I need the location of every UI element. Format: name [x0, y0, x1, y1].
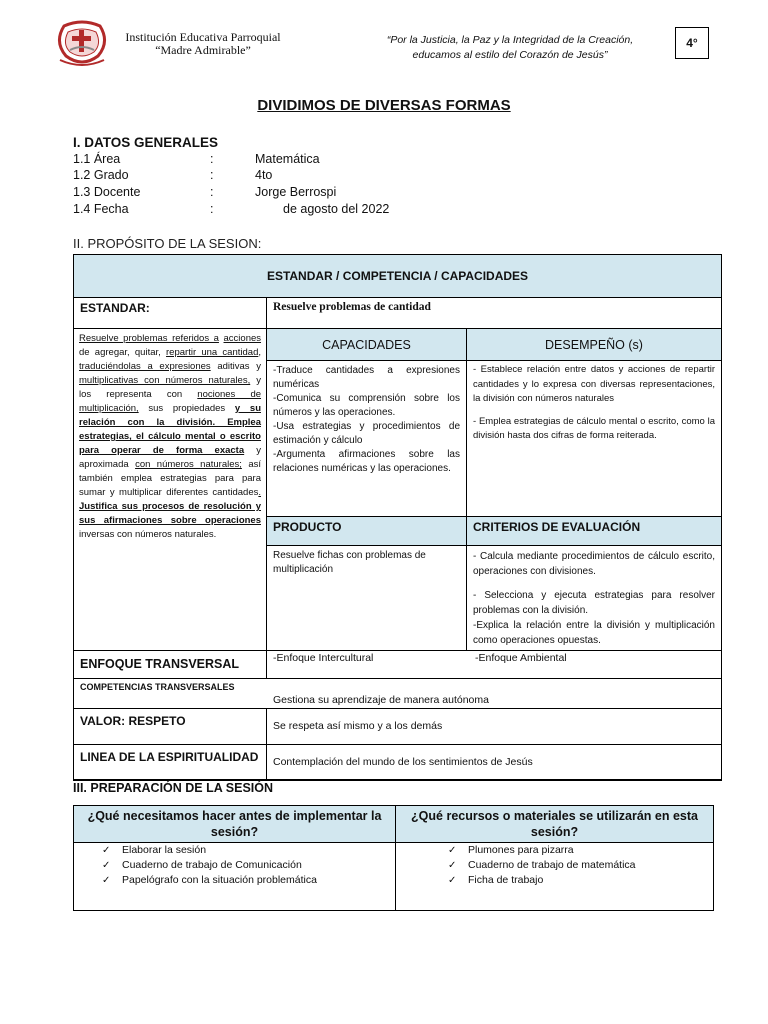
linea-value: Contemplación del mundo de los sentimientos de Jesús: [266, 744, 722, 781]
std-text-part: y aproximada: [79, 445, 261, 470]
school-motto: [330, 33, 690, 63]
desempeno-list: [466, 360, 722, 517]
list-item: [96, 843, 395, 858]
school-name: [108, 31, 298, 57]
datos-value: de agosto del 2022: [283, 202, 390, 216]
estandar-description: [73, 328, 267, 651]
list-item: [442, 858, 713, 873]
desempeno-header: DESEMPEÑO (s): [466, 328, 722, 361]
list-item: [96, 873, 395, 888]
valor-label: VALOR: RESPETO: [73, 708, 267, 745]
datos-sep: :: [210, 168, 214, 182]
std-text-part: acciones: [223, 333, 262, 344]
grade-box: 4°: [675, 27, 709, 59]
std-text-part: Justifica sus procesos de resolución y sus afirmaciones sobre operaciones: [79, 501, 261, 526]
datos-sep: :: [210, 152, 214, 166]
table-header: ESTANDAR / COMPETENCIA / CAPACIDADES: [73, 254, 722, 298]
school-crest-icon: [52, 20, 112, 68]
check-mark-icon: ✓: [448, 875, 457, 886]
criterio-item: - Selecciona y ejecuta estrategias para resolver problemas con la división.: [473, 590, 715, 616]
criterio-item: - Calcula mediante procedimientos de cálculo escrito, operaciones con divisiones.: [473, 551, 715, 577]
valor-value: Se respeta así mismo y a los demás: [266, 708, 722, 745]
enfoque-values: [266, 650, 722, 679]
competencias-value: Gestiona su aprendizaje de manera autónoma: [273, 694, 489, 706]
capacidad-item: -Traduce cantidades a expresiones numéricas: [273, 365, 460, 390]
preparacion-col1-list: [73, 842, 396, 911]
check-mark-icon: ✓: [448, 845, 457, 856]
list-item: [442, 843, 713, 858]
list-item-text: Ficha de trabajo: [468, 874, 544, 886]
std-text-part: inversas con números naturales.: [79, 529, 217, 540]
list-item-text: Cuaderno de trabajo de matemática: [468, 859, 636, 871]
competencias-label: COMPETENCIAS TRANSVERSALES: [80, 682, 235, 692]
std-text-part: de agregar, quitar,: [79, 347, 167, 358]
competencia-value: Resuelve problemas de cantidad: [266, 297, 722, 329]
motto-line2: educamos al estilo del Corazón de Jesús”: [412, 49, 608, 61]
school-name-line1: Institución Educativa Parroquial: [125, 30, 281, 44]
datos-value: Matemática: [255, 152, 320, 166]
capacidades-header: CAPACIDADES: [266, 328, 467, 361]
criterios-header: CRITERIOS DE EVALUACIÓN: [466, 516, 722, 546]
datos-sep: :: [210, 185, 214, 199]
motto-line1: “Por la Justicia, la Paz y la Integridad de la Creación,: [386, 34, 634, 46]
page-title: DIVIDIMOS DE DIVERSAS FORMAS: [257, 97, 511, 114]
datos-key: 1.3 Docente: [73, 185, 141, 199]
std-text-part: y los representa con: [79, 375, 261, 400]
preparacion-col2-list: [395, 842, 714, 911]
school-name-line2: “Madre Admirable”: [155, 43, 251, 57]
criterio-item: -Explica la relación entre la división y multiplicación como operaciones opuestas.: [473, 620, 715, 646]
datos-key: 1.4 Fecha: [73, 202, 129, 216]
std-text-part: traduciéndolas a expresiones: [79, 361, 211, 372]
std-text-part: Resuelve problemas referidos a: [79, 333, 219, 344]
desempeno-item: - Establece relación entre datos y acciones de repartir cantidades y lo expresa con diversas representaciones, la división con números naturales: [473, 364, 715, 404]
check-mark-icon: ✓: [102, 860, 111, 871]
std-text-part: .: [258, 487, 261, 498]
list-item-text: Cuaderno de trabajo de Comunicación: [122, 859, 302, 871]
preparacion-col2-header: ¿Qué recursos o materiales se utilizarán en esta sesión?: [395, 805, 714, 843]
capacidad-item: -Comunica su comprensión sobre los números y las operaciones.: [273, 393, 460, 418]
datos-key: 1.2 Grado: [73, 168, 129, 182]
producto-header: PRODUCTO: [266, 516, 467, 546]
std-text-part: sus propiedades: [138, 403, 235, 414]
linea-label: LINEA DE LA ESPIRITUALIDAD: [73, 744, 267, 781]
std-text-part: con números naturales;: [135, 459, 242, 470]
check-mark-icon: ✓: [102, 875, 111, 886]
proposito-table: [73, 254, 722, 780]
datos-key: 1.1 Área: [73, 152, 121, 166]
list-item-text: Papelógrafo con la situación problemática: [122, 874, 317, 886]
check-mark-icon: ✓: [448, 860, 457, 871]
preparacion-table: [73, 805, 714, 911]
std-text-part: ,: [258, 347, 261, 358]
criterios-list: [466, 545, 722, 651]
datos-sep: :: [210, 202, 214, 216]
proposito-heading: II. PROPÓSITO DE LA SESION:: [73, 236, 262, 251]
preparacion-col1-header: ¿Qué necesitamos hacer antes de implementar la sesión?: [73, 805, 396, 843]
datos-heading: I. DATOS GENERALES: [73, 135, 219, 150]
desempeno-item: - Emplea estrategias de cálculo mental o escrito, como la división hasta dos cifras de forma reiterada.: [473, 415, 715, 441]
std-text-part: repartir una cantidad: [166, 347, 259, 358]
std-text-part: aditivas y: [210, 361, 261, 372]
list-item: [442, 873, 713, 888]
enfoque-item: -Enfoque Intercultural: [273, 652, 374, 664]
capacidad-item: -Argumenta afirmaciones sobre las relaciones numéricas y las operaciones.: [273, 449, 460, 474]
datos-value: 4to: [255, 168, 273, 182]
enfoque-item: -Enfoque Ambiental: [475, 652, 567, 664]
std-text-part: así también emplea estrategias para para sumar y multiplicar diferentes cantidades: [79, 459, 261, 498]
list-item-text: Elaborar la sesión: [122, 844, 207, 856]
producto-value: Resuelve fichas con problemas de multiplicación: [266, 545, 467, 651]
check-mark-icon: ✓: [102, 845, 111, 856]
enfoque-label: ENFOQUE TRANSVERSAL: [73, 650, 267, 679]
list-item: [96, 858, 395, 873]
std-text-part: nociones de multiplicación,: [79, 389, 262, 414]
capacidades-list: [266, 360, 467, 517]
datos-value: Jorge Berrospi: [255, 185, 337, 199]
competencias-row: [73, 678, 722, 709]
list-item-text: Plumones para pizarra: [468, 844, 574, 856]
estandar-label: ESTANDAR:: [73, 297, 267, 329]
std-text-part: y su relación con la división. Emplea estrategias, el cálculo mental o escrito para operar de forma exacta: [79, 403, 261, 456]
capacidad-item: -Usa estrategias y procedimientos de estimación y cálculo: [273, 421, 460, 446]
std-text-part: multiplicativas con números naturales,: [79, 375, 251, 386]
preparacion-heading: III. PREPARACIÓN DE LA SESIÓN: [73, 781, 274, 795]
